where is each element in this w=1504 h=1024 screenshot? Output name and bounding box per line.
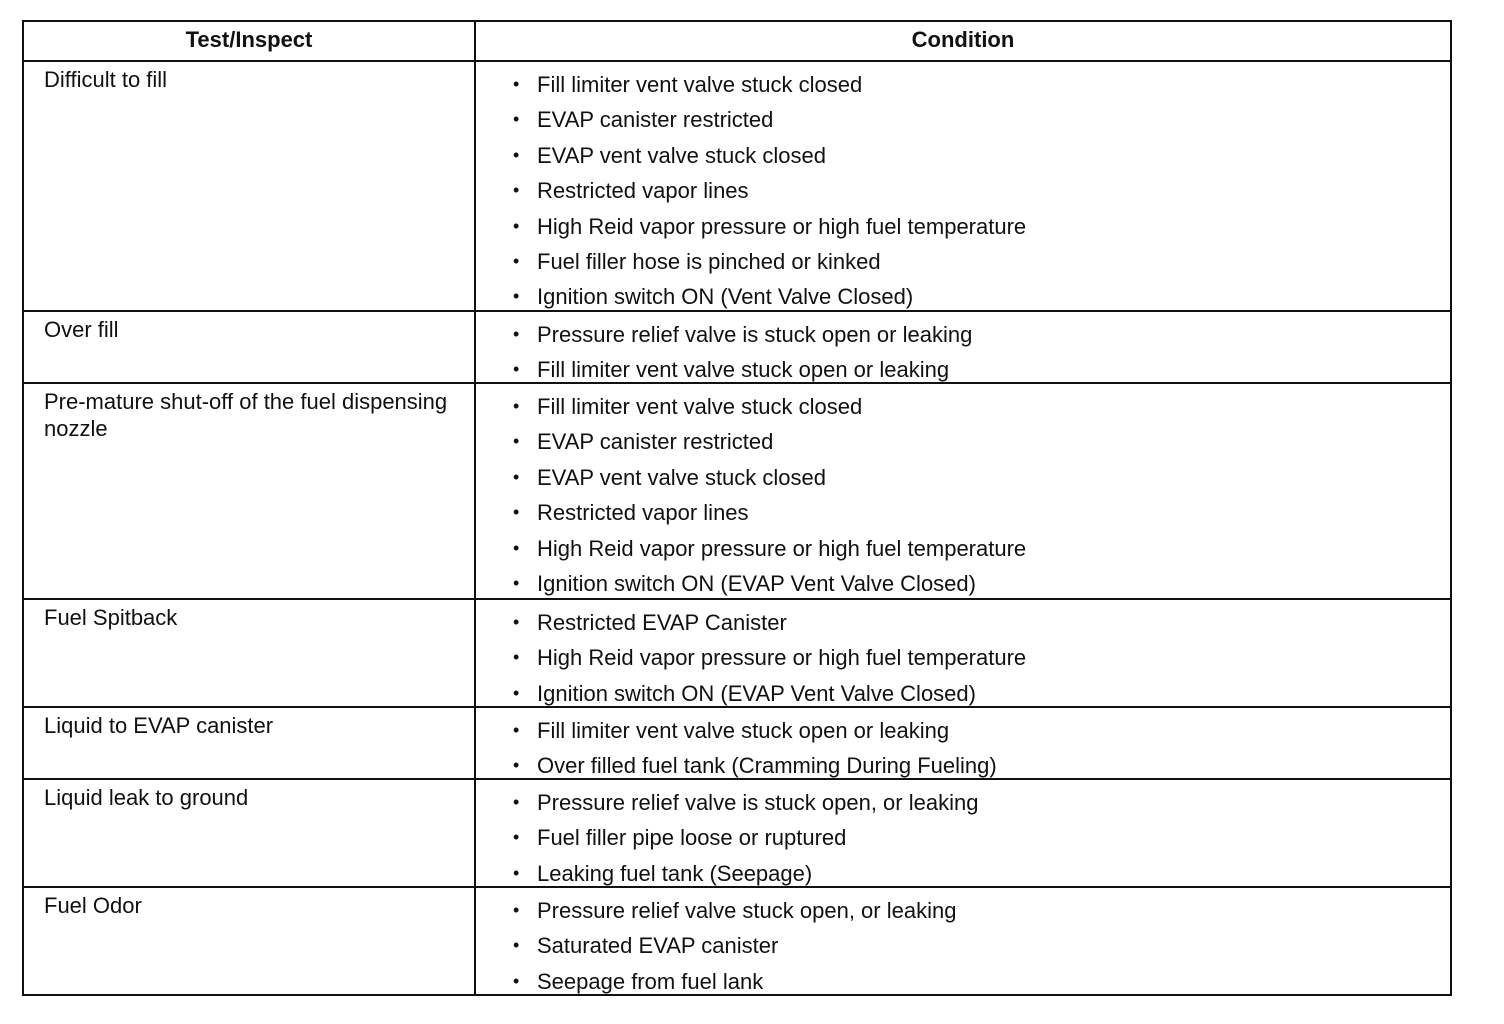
table-row <box>24 706 1450 778</box>
condition-list-item <box>476 389 1450 424</box>
test-inspect-cell: Fuel Spitback <box>24 600 476 706</box>
test-inspect-cell: Pre-mature shut-off of the fuel dispensing nozzle <box>24 384 476 598</box>
bullet-icon: • <box>513 537 520 558</box>
bullet-icon: • <box>513 502 520 523</box>
condition-list-item <box>476 566 1450 601</box>
table-header-row <box>24 22 1450 60</box>
bullet-icon: • <box>513 755 520 776</box>
test-inspect-cell: Liquid leak to ground <box>24 780 476 886</box>
condition-list <box>476 785 1450 891</box>
bullet-icon: • <box>513 286 520 307</box>
condition-list-item <box>476 676 1450 711</box>
condition-cell <box>476 600 1450 706</box>
bullet-icon: • <box>513 935 520 956</box>
condition-list-item <box>476 495 1450 530</box>
condition-list <box>476 317 1450 388</box>
table-body <box>24 60 1450 994</box>
condition-cell <box>476 62 1450 310</box>
condition-text: Fill limiter vent valve stuck closed <box>537 394 863 419</box>
condition-list-item <box>476 352 1450 387</box>
condition-list-item <box>476 964 1450 999</box>
condition-list-item <box>476 928 1450 963</box>
diagnostic-table <box>22 20 1452 996</box>
condition-text: EVAP canister restricted <box>537 429 774 455</box>
bullet-icon: • <box>513 970 520 991</box>
bullet-icon: • <box>513 647 520 668</box>
condition-text: EVAP vent valve stuck closed <box>537 142 826 168</box>
bullet-icon: • <box>513 792 520 812</box>
condition-text: Fill limiter vent valve stuck closed <box>537 72 863 97</box>
condition-list <box>476 389 1450 601</box>
bullet-icon: • <box>513 720 520 740</box>
condition-list-item <box>476 279 1450 314</box>
bullet-icon: • <box>513 396 520 416</box>
condition-list-item <box>476 748 1450 783</box>
condition-text: High Reid vapor pressure or high fuel temperature <box>537 535 1027 561</box>
test-inspect-cell: Difficult to fill <box>24 62 476 310</box>
test-inspect-cell: Liquid to EVAP canister <box>24 708 476 778</box>
condition-list <box>476 67 1450 315</box>
bullet-icon: • <box>513 359 520 380</box>
bullet-icon: • <box>513 682 520 703</box>
condition-list <box>476 893 1450 999</box>
condition-text: Restricted vapor lines <box>537 500 749 526</box>
condition-text: Restricted vapor lines <box>537 178 749 204</box>
condition-list-item <box>476 244 1450 279</box>
condition-list-item <box>476 531 1450 566</box>
condition-cell <box>476 888 1450 994</box>
condition-text: Ignition switch ON (EVAP Vent Valve Closed) <box>537 570 976 596</box>
condition-list-item <box>476 173 1450 208</box>
test-inspect-cell: Fuel Odor <box>24 888 476 994</box>
bullet-icon: • <box>513 109 520 130</box>
condition-list-item <box>476 820 1450 855</box>
condition-cell <box>476 312 1450 382</box>
test-inspect-cell: Over fill <box>24 312 476 382</box>
condition-text: High Reid vapor pressure or high fuel temperature <box>537 645 1027 671</box>
condition-text: Pressure relief valve is stuck open, or leaking <box>537 790 979 815</box>
condition-text: Ignition switch ON (EVAP Vent Valve Closed) <box>537 680 976 706</box>
condition-text: Fuel filler pipe loose or ruptured <box>537 825 847 851</box>
condition-list-item <box>476 424 1450 459</box>
condition-text: EVAP vent valve stuck closed <box>537 464 826 490</box>
condition-text: Saturated EVAP canister <box>537 933 779 959</box>
bullet-icon: • <box>513 827 520 848</box>
bullet-icon: • <box>513 466 520 487</box>
condition-text: EVAP canister restricted <box>537 107 774 133</box>
header-condition: Condition <box>911 27 1015 52</box>
bullet-icon: • <box>513 74 520 94</box>
condition-list-item <box>476 102 1450 137</box>
condition-list-item <box>476 317 1450 352</box>
table-row <box>24 60 1450 310</box>
bullet-icon: • <box>513 180 520 201</box>
bullet-icon: • <box>513 572 520 593</box>
condition-list-item <box>476 605 1450 640</box>
condition-text: Pressure relief valve stuck open, or leaking <box>537 898 957 923</box>
condition-text: Seepage from fuel lank <box>537 968 764 994</box>
bullet-icon: • <box>513 900 520 920</box>
condition-list-item <box>476 785 1450 820</box>
condition-text: Fill limiter vent valve stuck open or leaking <box>537 718 950 743</box>
bullet-icon: • <box>513 215 520 236</box>
condition-text: Fill limiter vent valve stuck open or leaking <box>537 357 950 383</box>
table-row <box>24 310 1450 382</box>
condition-cell <box>476 384 1450 598</box>
bullet-icon: • <box>513 431 520 452</box>
table-row <box>24 598 1450 706</box>
table-row <box>24 382 1450 598</box>
bullet-icon: • <box>513 144 520 165</box>
bullet-icon: • <box>513 324 520 344</box>
header-test-inspect: Test/Inspect <box>24 22 476 60</box>
table-row <box>24 886 1450 994</box>
condition-text: Restricted EVAP Canister <box>537 610 787 635</box>
condition-list-item <box>476 67 1450 102</box>
condition-list-item <box>476 138 1450 173</box>
condition-text: High Reid vapor pressure or high fuel temperature <box>537 213 1027 239</box>
condition-list-item <box>476 713 1450 748</box>
condition-list-item <box>476 893 1450 928</box>
condition-text: Fuel filler hose is pinched or kinked <box>537 248 881 274</box>
bullet-icon: • <box>513 862 520 883</box>
condition-list-item <box>476 856 1450 891</box>
table-row <box>24 778 1450 886</box>
condition-list <box>476 605 1450 711</box>
condition-cell <box>476 780 1450 886</box>
condition-list-item <box>476 460 1450 495</box>
condition-list <box>476 713 1450 784</box>
condition-list-item <box>476 640 1450 675</box>
bullet-icon: • <box>513 612 520 632</box>
condition-text: Pressure relief valve is stuck open or leaking <box>537 322 973 347</box>
condition-text: Leaking fuel tank (Seepage) <box>537 860 813 886</box>
condition-text: Ignition switch ON (Vent Valve Closed) <box>537 284 914 310</box>
bullet-icon: • <box>513 250 520 271</box>
condition-cell <box>476 708 1450 778</box>
condition-text: Over filled fuel tank (Cramming During Fueling) <box>537 753 997 779</box>
condition-list-item <box>476 209 1450 244</box>
